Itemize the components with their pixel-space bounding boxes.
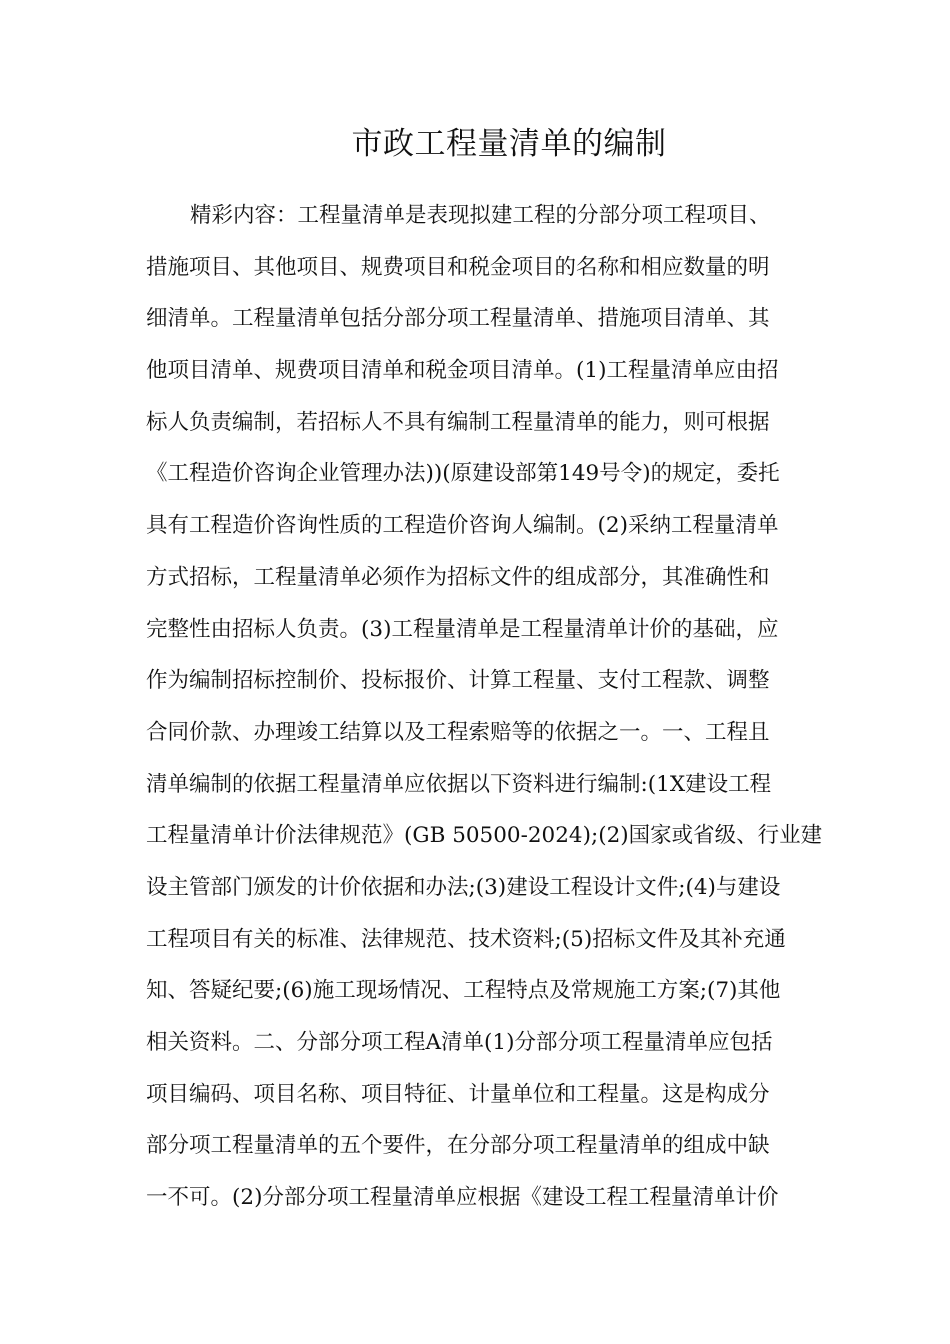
body-line: 细清单。工程量清单包括分部分项工程量清单、措施项目清单、其 xyxy=(146,306,770,332)
body-line: 合同价款、办理竣工结算以及工程索赔等的依据之一。一、工程且 xyxy=(146,719,770,745)
body-line: 完整性由招标人负责。(3)工程量清单是工程量清单计价的基础，应 xyxy=(146,616,779,642)
document-body xyxy=(146,196,823,1230)
body-line: 《工程造价咨询企业管理办法))(原建设部第149号令)的规定，委托 xyxy=(146,461,780,487)
body-line: 精彩内容：工程量清单是表现拟建工程的分部分项工程项目、 xyxy=(190,203,771,228)
body-line: 工程量清单计价法律规范》(GB 50500-2024);(2)国家或省级、行业建 xyxy=(146,823,823,849)
body-line: 项目编码、项目名称、项目特征、计量单位和工程量。这是构成分 xyxy=(146,1081,770,1107)
body-line: 方式招标，工程量清单必须作为招标文件的组成部分，其准确性和 xyxy=(146,564,770,590)
body-line: 设主管部门颁发的计价依据和办法;(3)建设工程设计文件;(4)与建设 xyxy=(146,874,781,900)
body-line: 他项目清单、规费项目清单和税金项目清单。(1)工程量清单应由招 xyxy=(146,358,779,384)
body-line: 一不可。(2)分部分项工程量清单应根据《建设工程工程量清单计价 xyxy=(146,1185,779,1211)
body-line: 工程项目有关的标准、法律规范、技术资料;(5)招标文件及其补充通 xyxy=(146,926,786,952)
body-line: 具有工程造价咨询性质的工程造价咨询人编制。(2)采纳工程量清单 xyxy=(146,513,779,539)
body-line: 部分项工程量清单的五个要件，在分部分项工程量清单的组成中缺 xyxy=(146,1133,770,1159)
document-title: 市政工程量清单的编制 xyxy=(351,126,667,162)
body-line: 标人负责编制，若招标人不具有编制工程量清单的能力，则可根据 xyxy=(146,409,770,435)
body-line: 相关资料。二、分部分项工程A清单(1)分部分项工程量清单应包括 xyxy=(146,1030,773,1055)
body-line: 清单编制的依据工程量清单应依据以下资料进行编制:(1X建设工程 xyxy=(146,771,772,797)
body-line: 知、答疑纪要;(6)施工现场情况、工程特点及常规施工方案;(7)其他 xyxy=(146,978,781,1004)
body-line: 措施项目、其他项目、规费项目和税金项目的名称和相应数量的明 xyxy=(146,254,770,280)
body-line: 作为编制招标控制价、投标报价、计算工程量、支付工程款、调整 xyxy=(146,668,770,694)
